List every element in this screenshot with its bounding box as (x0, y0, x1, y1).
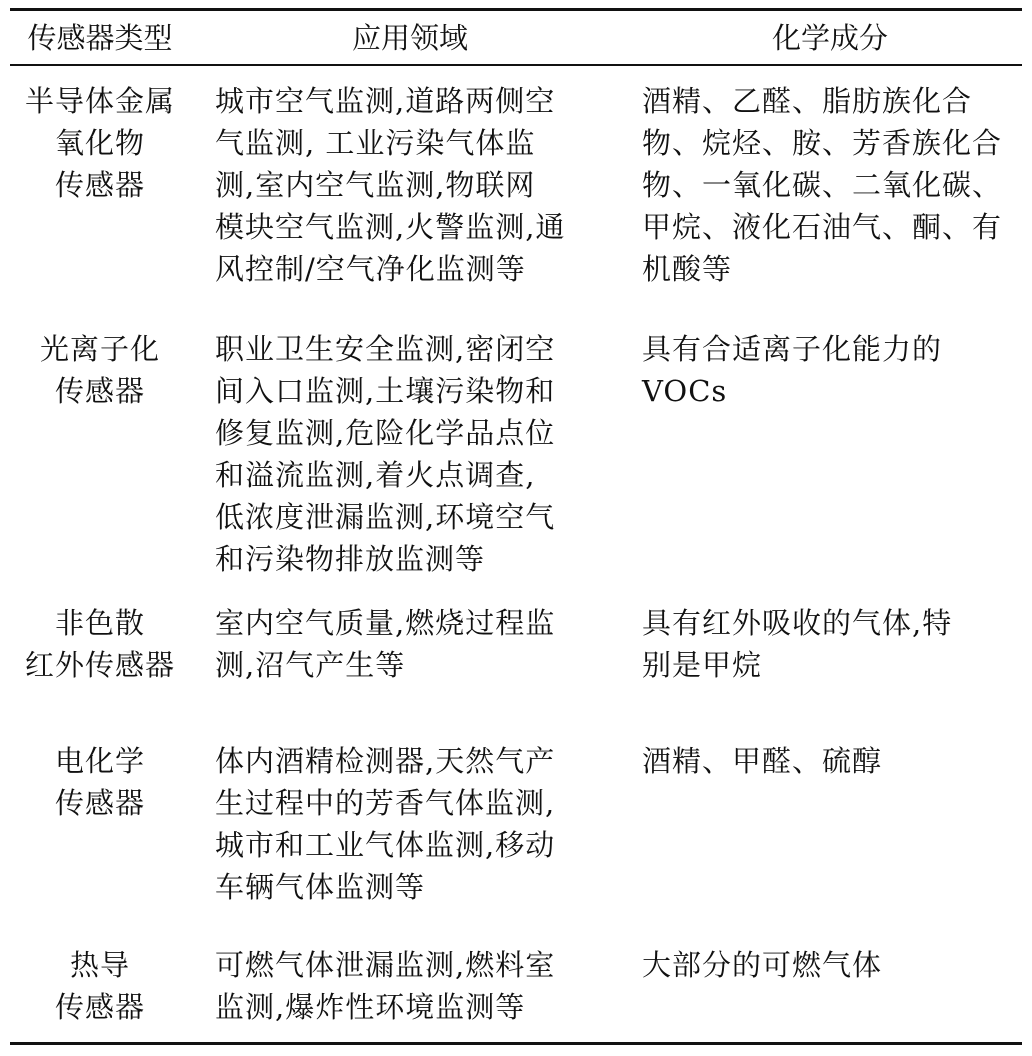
cell-line: 机酸等 (642, 252, 733, 286)
table-row (10, 944, 1022, 1040)
cell-line: 具有合适离子化能力的 (642, 332, 943, 366)
cell-line: 低浓度泄漏监测,环境空气 (215, 500, 556, 534)
cell-line: 具有红外吸收的气体,特 (642, 606, 953, 640)
cell-line: 气监测, 工业污染气体监 (215, 126, 536, 160)
cell-line: 传感器 (54, 168, 145, 202)
cell-line: 和污染物排放监测等 (215, 542, 486, 576)
sensor-type-cell (10, 740, 190, 824)
application-cell (215, 740, 610, 908)
cell-line: 别是甲烷 (642, 648, 763, 682)
cell-line: 物、一氧化碳、二氧化碳、 (642, 168, 1003, 202)
cell-line: 酒精、甲醛、硫醇 (642, 744, 883, 778)
cell-line: 间入口监测,土壤污染物和 (215, 374, 556, 408)
cell-line: 测,沼气产生等 (215, 648, 406, 682)
cell-line: 电化学 (54, 744, 145, 778)
sensor-type-cell (10, 328, 190, 412)
cell-line: 风控制/空气净化监测等 (215, 252, 526, 286)
cell-line: 氧化物 (54, 126, 145, 160)
cell-line: 甲烷、液化石油气、酮、有 (642, 210, 1003, 244)
cell-line: 监测,爆炸性环境监测等 (215, 990, 526, 1024)
table-header-rule (10, 64, 1022, 66)
header-sensor-type: 传感器类型 (27, 21, 173, 55)
cell-line: 生过程中的芳香气体监测, (215, 786, 556, 820)
cell-line: VOCs (642, 374, 728, 408)
cell-line: 非色散 (54, 606, 145, 640)
table-top-rule (10, 8, 1022, 11)
cell-line: 体内酒精检测器,天然气产 (215, 744, 556, 778)
cell-line: 城市和工业气体监测,移动 (215, 828, 556, 862)
chemical-cell (642, 328, 1020, 412)
application-cell (215, 80, 610, 290)
cell-line: 车辆气体监测等 (215, 870, 426, 904)
sensor-type-cell (10, 80, 190, 206)
cell-line: 光离子化 (39, 332, 160, 366)
table-bottom-rule (10, 1042, 1022, 1045)
cell-line: 酒精、乙醛、脂肪族化合 (642, 84, 973, 118)
cell-line: 模块空气监测,火警监测,通 (215, 210, 566, 244)
application-cell (215, 328, 610, 580)
sensor-type-cell (10, 944, 190, 1028)
cell-line: 传感器 (54, 786, 145, 820)
table-row (10, 328, 1022, 594)
cell-line: 城市空气监测,道路两侧空 (215, 84, 556, 118)
cell-line: 和溢流监测,着火点调查, (215, 458, 536, 492)
cell-line: 大部分的可燃气体 (642, 948, 883, 982)
chemical-cell (642, 740, 1020, 782)
cell-line: 传感器 (54, 990, 145, 1024)
table-row (10, 740, 1022, 936)
cell-line: 热导 (69, 948, 130, 982)
cell-line: 传感器 (54, 374, 145, 408)
cell-line: 测,室内空气监测,物联网 (215, 168, 536, 202)
application-cell (215, 602, 610, 686)
header-chemical: 化学成分 (771, 21, 888, 55)
cell-line: 物、烷烃、胺、芳香族化合 (642, 126, 1003, 160)
sensor-type-cell (10, 602, 190, 686)
cell-line: 红外传感器 (24, 648, 175, 682)
cell-line: 修复监测,危险化学品点位 (215, 416, 556, 450)
table-row (10, 602, 1022, 720)
cell-line: 可燃气体泄漏监测,燃料室 (215, 948, 556, 982)
header-application: 应用领域 (351, 21, 468, 55)
application-cell (215, 944, 610, 1028)
cell-line: 职业卫生安全监测,密闭空 (215, 332, 556, 366)
chemical-cell (642, 80, 1020, 290)
sensor-table (10, 8, 1022, 1048)
cell-line: 半导体金属 (24, 84, 175, 118)
table-row (10, 80, 1022, 312)
chemical-cell (642, 602, 1020, 686)
chemical-cell (642, 944, 1020, 986)
cell-line: 室内空气质量,燃烧过程监 (215, 606, 556, 640)
